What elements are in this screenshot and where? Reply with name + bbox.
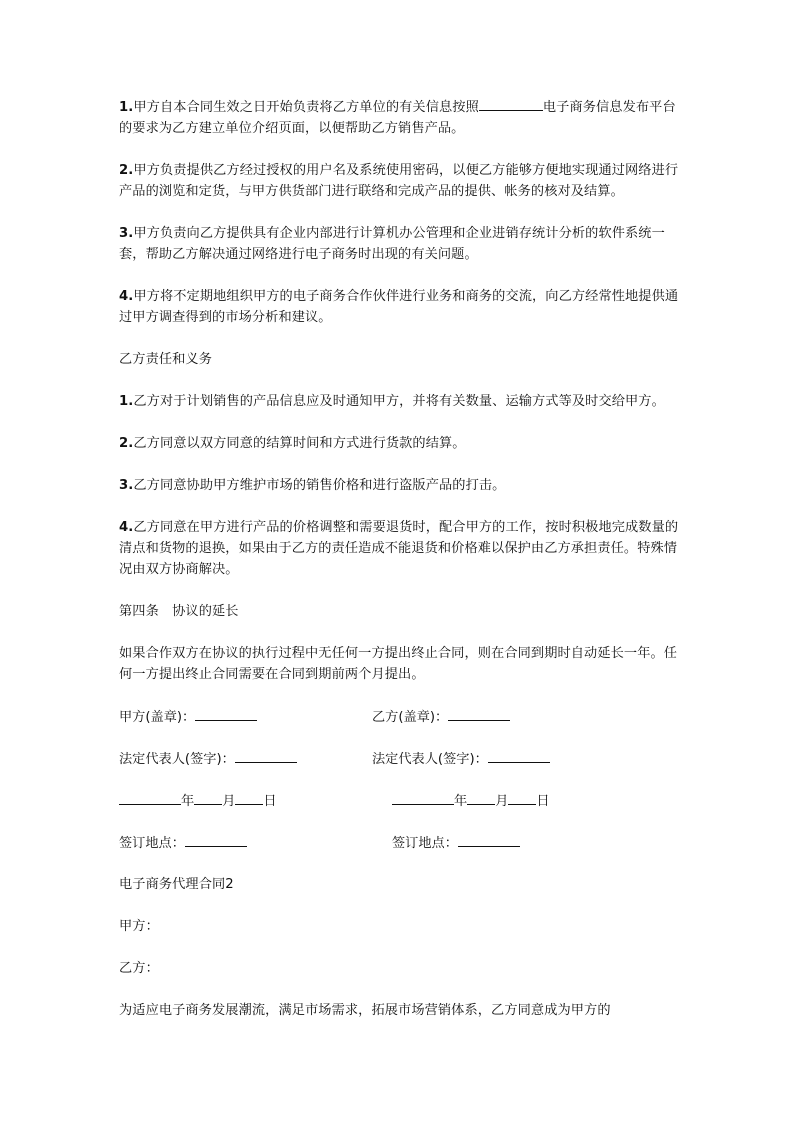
place-b [392,832,520,854]
legal-rep-b [372,748,550,770]
month-label: 月 [222,794,236,809]
month-blank [467,790,495,805]
duty-text: 乙方同意在甲方进行产品的价格调整和需要退货时，配合甲方的工作，按时积极地完成数量的清点和货物的退换，如果由于乙方的责任造成不能退货和价格难以保护由乙方承担责任。特殊情况由双方协商解决。 [119,520,679,577]
legal-rep-a [119,748,297,770]
contract2-title: 电子商务代理合同2 [119,877,234,892]
party-a-duty-1 [119,96,689,139]
day-label: 日 [536,794,550,809]
party-b-duty-4 [119,517,689,580]
duty-text: 甲方自本合同生效之日开始负责将乙方单位的有关信息按照 [133,100,479,115]
date-row [119,790,689,811]
year-label: 年 [454,794,468,809]
fill-in-blank [448,706,510,721]
party-a-seal-label: 甲方(盖章)： [119,710,196,725]
duty-number: 4. [119,289,134,304]
day-label: 日 [263,794,277,809]
article4-heading: 第四条 协议的延长 [119,604,239,619]
duty-number: 1. [119,394,134,409]
fill-in-blank [195,706,257,721]
party-b-seal [372,706,510,728]
article4-text: 如果合作双方在协议的执行过程中无任何一方提出终止合同，则在合同到期时自动延长一年。任何一方提出终止合同需要在合同到期前两个月提出。 [119,646,678,682]
duty-text: 甲方负责提供乙方经过授权的用户名及系统使用密码，以便乙方能够方便地实现通过网络进行产品的浏览和定货，与甲方供货部门进行联络和完成产品的提供、帐务的核对及结算。 [119,163,679,199]
party-b-label: 乙方： [119,961,159,976]
party-b-duty-1 [119,391,689,412]
date-a [119,790,277,812]
duty-text: 乙方同意以双方同意的结算时间和方式进行货款的结算。 [133,436,466,451]
fill-in-blank [458,832,520,847]
fill-in-blank [479,96,543,111]
duty-text: 甲方负责向乙方提供具有企业内部进行计算机办公管理和企业进销存统计分析的软件系统一套，帮助乙方解决通过网络进行电子商务时出现的有关问题。 [119,226,665,262]
place-row [119,832,689,853]
seal-row [119,706,689,727]
party-b-seal-label: 乙方(盖章)： [372,710,449,725]
legal-rep-row [119,748,689,769]
document-page [119,96,689,1021]
duty-number: 2. [119,163,134,178]
party-b-duty-2 [119,433,689,454]
closing-text: 为适应电子商务发展潮流，满足市场需求，拓展市场营销体系，乙方同意成为甲方的 [119,1003,611,1018]
fill-in-blank [185,832,247,847]
party-a-seal [119,706,257,728]
place-b-label: 签订地点： [392,836,458,851]
month-label: 月 [495,794,509,809]
party-a-duty-2 [119,160,689,202]
party-b-heading: 乙方责任和义务 [119,352,213,367]
duty-number: 2. [119,436,134,451]
legal-rep-a-label: 法定代表人(签字)： [119,752,235,767]
duty-number: 1. [119,100,134,115]
party-a-label: 甲方： [119,919,159,934]
day-blank [235,790,263,805]
fill-in-blank [235,748,297,763]
date-b [392,790,550,812]
duty-number: 3. [119,478,134,493]
duty-text-cont: 电子商务信息发布平台的要求为乙方建立单位介绍页面，以便帮助乙方销售产品。 [119,100,676,136]
party-b-duty-3 [119,475,689,496]
duty-text: 甲方将不定期地组织甲方的电子商务合作伙伴进行业务和商务的交流，向乙方经常性地提供通过甲方调查得到的市场分析和建议。 [119,289,679,325]
duty-text: 乙方同意协助甲方维护市场的销售价格和进行盗版产品的打击。 [133,478,506,493]
year-blank [392,790,454,805]
legal-rep-b-label: 法定代表人(签字)： [372,752,488,767]
place-a-label: 签订地点： [119,836,185,851]
fill-in-blank [488,748,550,763]
year-blank [119,790,181,805]
day-blank [508,790,536,805]
place-a [119,832,247,854]
party-a-duty-4 [119,286,689,328]
duty-number: 4. [119,520,134,535]
month-blank [194,790,222,805]
year-label: 年 [181,794,195,809]
party-a-duty-3 [119,223,689,265]
duty-text: 乙方对于计划销售的产品信息应及时通知甲方，并将有关数量、运输方式等及时交给甲方。 [133,394,665,409]
duty-number: 3. [119,226,134,241]
